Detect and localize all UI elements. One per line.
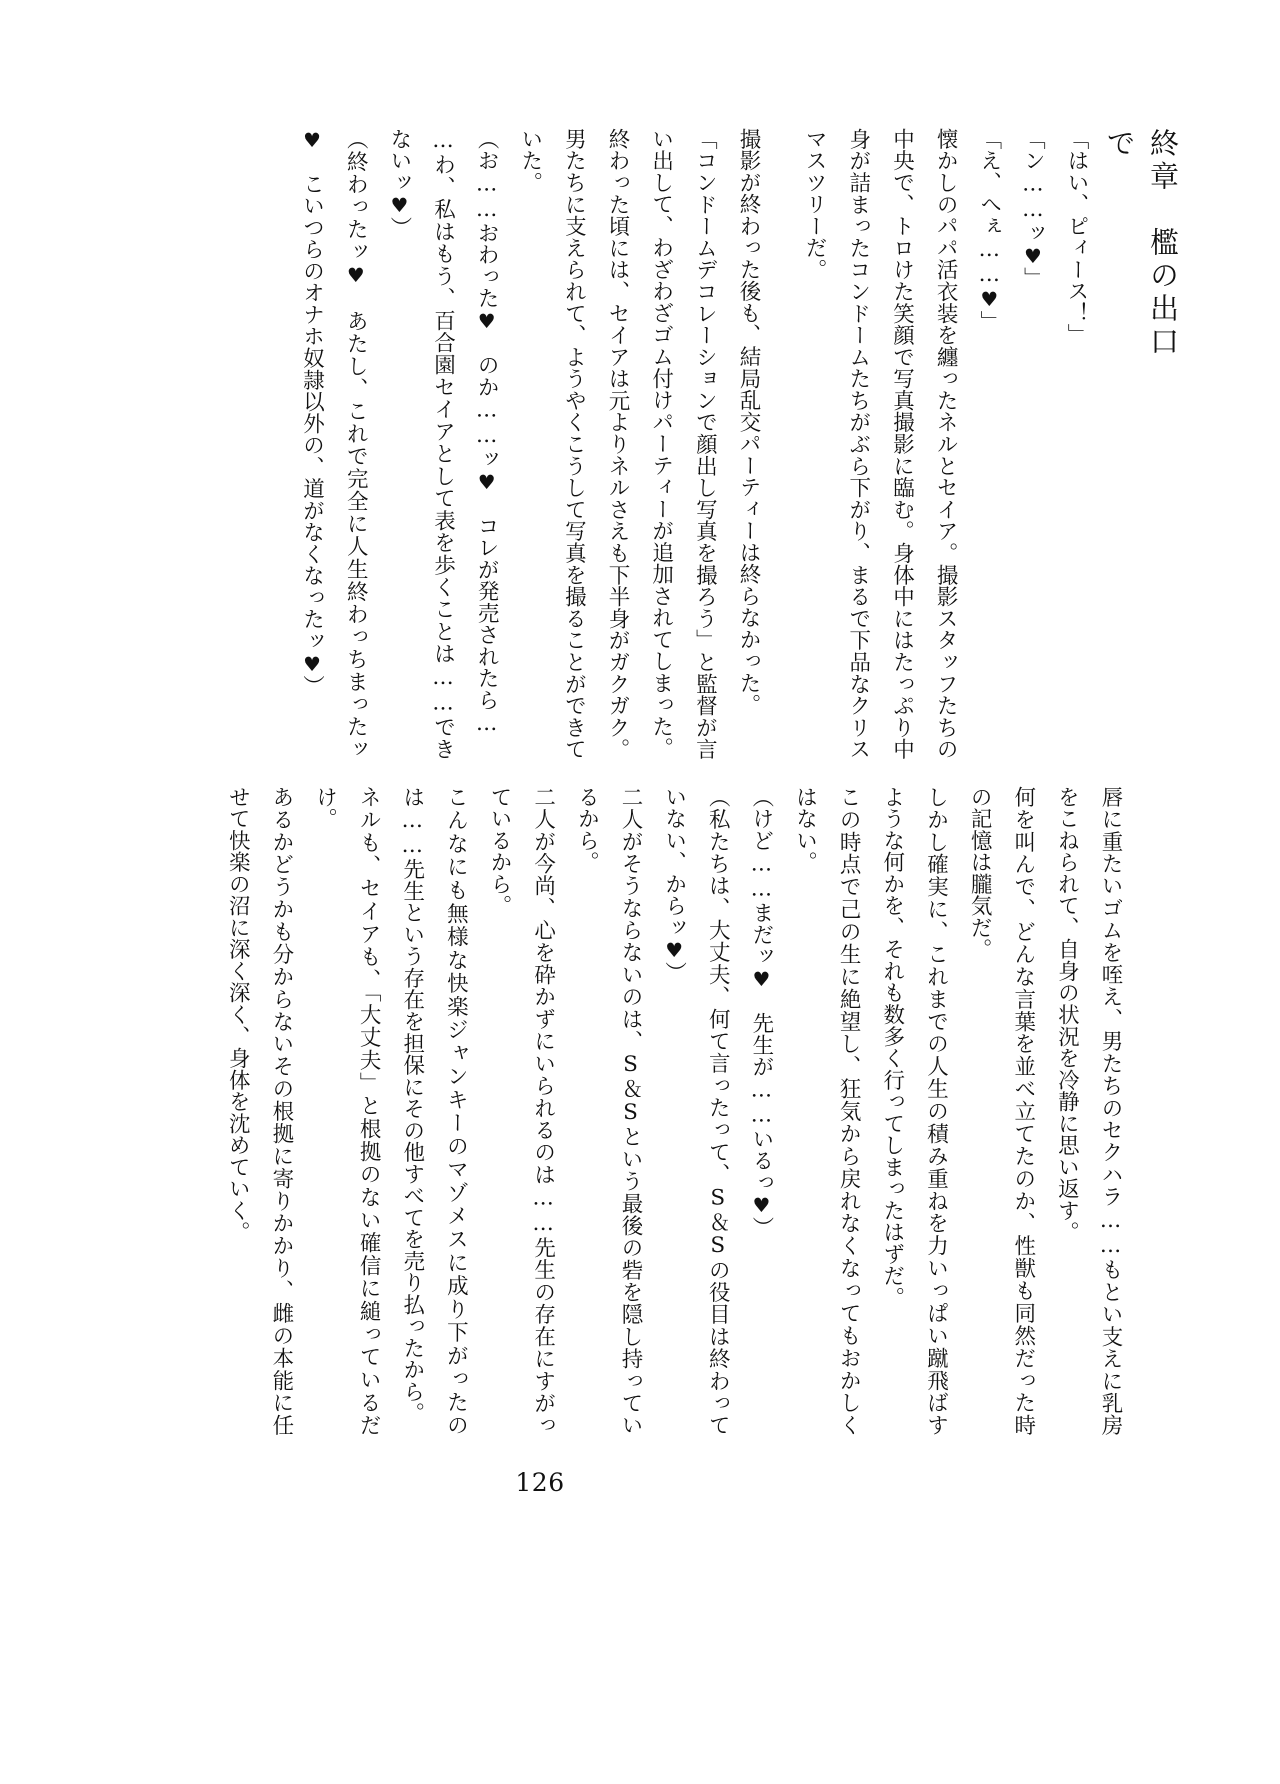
paragraph: 撮影が終わった後も、結局乱交パーティーは終らなかった。 [735, 128, 761, 716]
paragraph: （終わったッ♥ あたし、これで完全に人生終わっちまったッ♥ こいつらのオナホ奴隷以外の、道がなくなったッ♥） [299, 128, 369, 760]
heart-glyph: ♥ [344, 264, 368, 288]
heart-glyph: ♥ [749, 967, 773, 992]
paragraph: ネルも、セイアも、「大丈夫」と根拠のない確信に縋っているだけ。 [312, 786, 382, 1436]
paragraph: （私たちは、大丈夫、何て言ったって、S＆Sの役目は終わっていない、からッ♥） [661, 786, 731, 1436]
paragraph: こんなにも無様な快楽ジャンキーのマゾメスに成り下がったのは……先生という存在を担保にその他すべてを売り払ったから。 [399, 786, 469, 1436]
paragraph: 唇に重たいゴムを咥え、男たちのセクハラ……もとい支えに乳房をこねられて、自身の状況を冷静に思い返す。 [1054, 786, 1123, 1436]
heart-glyph: ♥ [977, 288, 1001, 312]
body-text-lower [172, 786, 1132, 1436]
page-number-value: 126 [515, 1468, 565, 1497]
chapter-heading [1097, 128, 1184, 358]
paragraph: 何を叫んで、どんな言葉を並べ立てたのか、性獣も同然だった時の記憶は朧気だ。 [967, 786, 1036, 1436]
heart-glyph: ♥ [662, 939, 686, 963]
paragraph: 「ン……ッ♥」 [1020, 128, 1046, 289]
paragraph: この時点で己の生に絶望し、狂気から戻れなくなってもおかしくはない。 [792, 786, 862, 1436]
paragraph: 「コンドームデコレーションで顔出し写真を撮ろう」と監督が言い出して、わざわざゴム付けパーティーが追加されてしまった。 [648, 128, 718, 760]
page-number [0, 1468, 1280, 1497]
paragraph: 「はい、ピィース！」 [1064, 128, 1089, 346]
body-text-upper [198, 128, 1098, 760]
heart-glyph: ♥ [475, 309, 499, 334]
paragraph: 二人がそうならないのは、S＆Sという最後の砦を隠し持っているから。 [574, 786, 643, 1436]
chapter-heading-text: 終章 檻の出口で [1102, 128, 1180, 358]
paragraph: しかし確実に、これまでの人生の積み重ねを力いっぱい蹴飛ばすような何かを、それも数多く行ってしまったはずだ。 [879, 786, 949, 1436]
paragraph: 懐かしのパパ活衣装を纏ったネルとセイア。撮影スタッフたちの中央で、トロけた笑顔で写真撮影に臨む。身体中にはたっぷり中身が詰まったコンドームたちがぶら下がり、まるで下品なクリスマスツリーだ。 [802, 128, 959, 760]
paragraph: （けど……まだッ♥ 先生が……いるっ♥） [748, 786, 774, 1239]
paragraph: 終わった頃には、セイアは元よりネルさえも下半身がガクガク。男たちに支えられて、ようやくこうして写真を撮ることができていた。 [517, 128, 631, 760]
heart-glyph: ♥ [1021, 244, 1045, 268]
heart-glyph: ♥ [300, 128, 324, 153]
paragraph: 「え、へぇ……♥」 [976, 128, 1002, 333]
paragraph: …わ、私はもう、百合園セイアとして表を歩くことは……できないッ♥） [386, 128, 456, 760]
paragraph: （お……おわった♥ のか……ッ♥ コレが発売されたら… [474, 128, 500, 737]
paragraph: 二人が今尚、心を砕かずにいられるのは……先生の存在にすがっているから。 [487, 786, 556, 1436]
paragraph: あるかどうかも分からないその根拠に寄りかかり、雌の本能に任せて快楽の沼に深く深く、身体を沈めていく。 [225, 786, 294, 1436]
heart-glyph: ♥ [300, 652, 324, 676]
heart-glyph: ♥ [475, 470, 499, 494]
heart-glyph: ♥ [749, 1193, 773, 1218]
heart-glyph: ♥ [387, 194, 411, 218]
